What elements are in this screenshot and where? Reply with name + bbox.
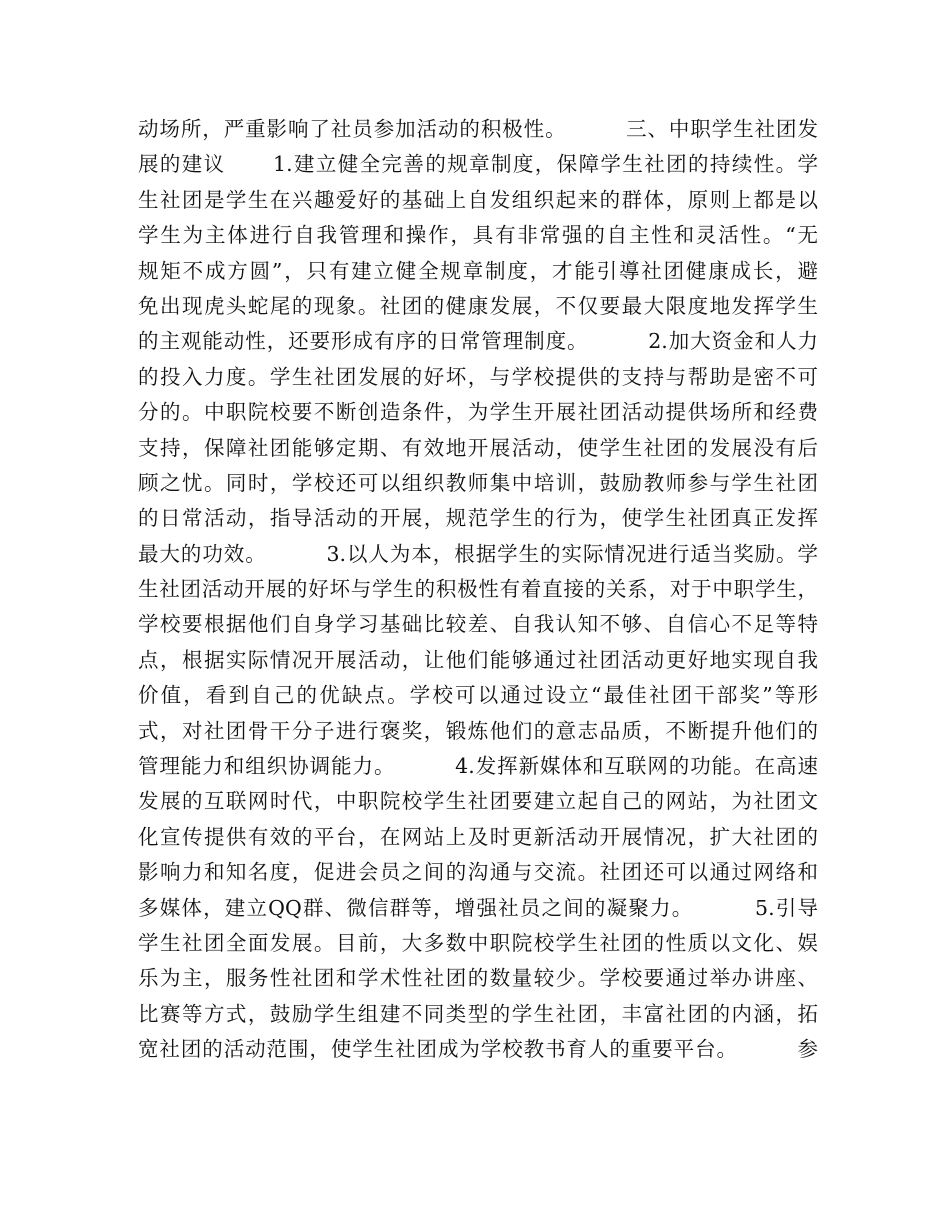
text-line: 乐为主，服务性社团和学术性社团的数量较少。学校要通过举办讲座、 — [138, 966, 818, 991]
text-line: 式，对社团骨干分子进行褒奖，锻炼他们的意志品质，不断提升他们的 — [138, 718, 818, 743]
text-line: 分的。中职院校要不断创造条件，为学生开展社团活动提供场所和经费 — [138, 400, 818, 425]
text-line: 生社团是学生在兴趣爱好的基础上自发组织起来的群体，原则上都是以 — [138, 187, 818, 212]
text-line: 点，根据实际情况开展活动，让他们能够通过社团活动更好地实现自我 — [138, 647, 818, 672]
text-line: 化宣传提供有效的平台，在网站上及时更新活动开展情况，扩大社团的 — [138, 824, 818, 849]
text-line: 宽社团的活动范围，使学生社团成为学校教书育人的重要平台。 参 — [138, 1037, 818, 1062]
text-line: 动场所，严重影响了社员参加活动的积极性。 三、中职学生社团发 — [138, 117, 818, 141]
text-line: 价值，看到自己的优缺点。学校可以通过设立“最佳社团干部奖”等形 — [138, 683, 818, 708]
text-line: 展的建议 1.建立健全完善的规章制度，保障学生社团的持续性。学 — [138, 152, 818, 177]
text-line: 比赛等方式，鼓励学生组建不同类型的学生社团，丰富社团的内涵，拓 — [138, 1001, 818, 1026]
text-line: 生社团活动开展的好坏与学生的积极性有着直接的关系，对于中职学生， — [138, 577, 818, 602]
text-line: 管理能力和组织协调能力。 4.发挥新媒体和互联网的功能。在高速 — [138, 754, 818, 779]
text-line: 发展的互联网时代，中职院校学生社团要建立起自己的网站，为社团文 — [138, 789, 818, 814]
text-line: 免出现虎头蛇尾的现象。社团的健康发展，不仅要最大限度地发挥学生 — [138, 293, 818, 318]
text-line: 最大的功效。 3.以人为本，根据学生的实际情况进行适当奖励。学 — [138, 541, 818, 566]
body-text — [138, 112, 818, 1068]
text-line: 的投入力度。学生社团发展的好坏，与学校提供的支持与帮助是密不可 — [138, 364, 818, 389]
text-line: 规矩不成方圆”，只有建立健全规章制度，才能引導社团健康成长，避 — [138, 258, 818, 283]
text-line: 影响力和知名度，促进会员之间的沟通与交流。社团还可以通过网络和 — [138, 860, 818, 885]
text-line: 学生为主体进行自我管理和操作，具有非常强的自主性和灵活性。“无 — [138, 223, 818, 248]
text-line: 支持，保障社团能够定期、有效地开展活动，使学生社团的发展没有后 — [138, 435, 818, 460]
text-line: 顾之忧。同时，学校还可以组织教师集中培训，鼓励教师参与学生社团 — [138, 470, 818, 495]
text-line: 学校要根据他们自身学习基础比较差、自我认知不够、自信心不足等特 — [138, 612, 818, 637]
text-line: 的日常活动，指导活动的开展，规范学生的行为，使学生社团真正发挥 — [138, 506, 818, 531]
text-line: 的主观能动性，还要形成有序的日常管理制度。 2.加大资金和人力 — [138, 329, 818, 354]
text-line: 学生社团全面发展。目前，大多数中职院校学生社团的性质以文化、娱 — [138, 930, 818, 955]
text-line: 多媒体，建立QQ群、微信群等，增强社员之间的凝聚力。 5.引导 — [138, 895, 818, 920]
